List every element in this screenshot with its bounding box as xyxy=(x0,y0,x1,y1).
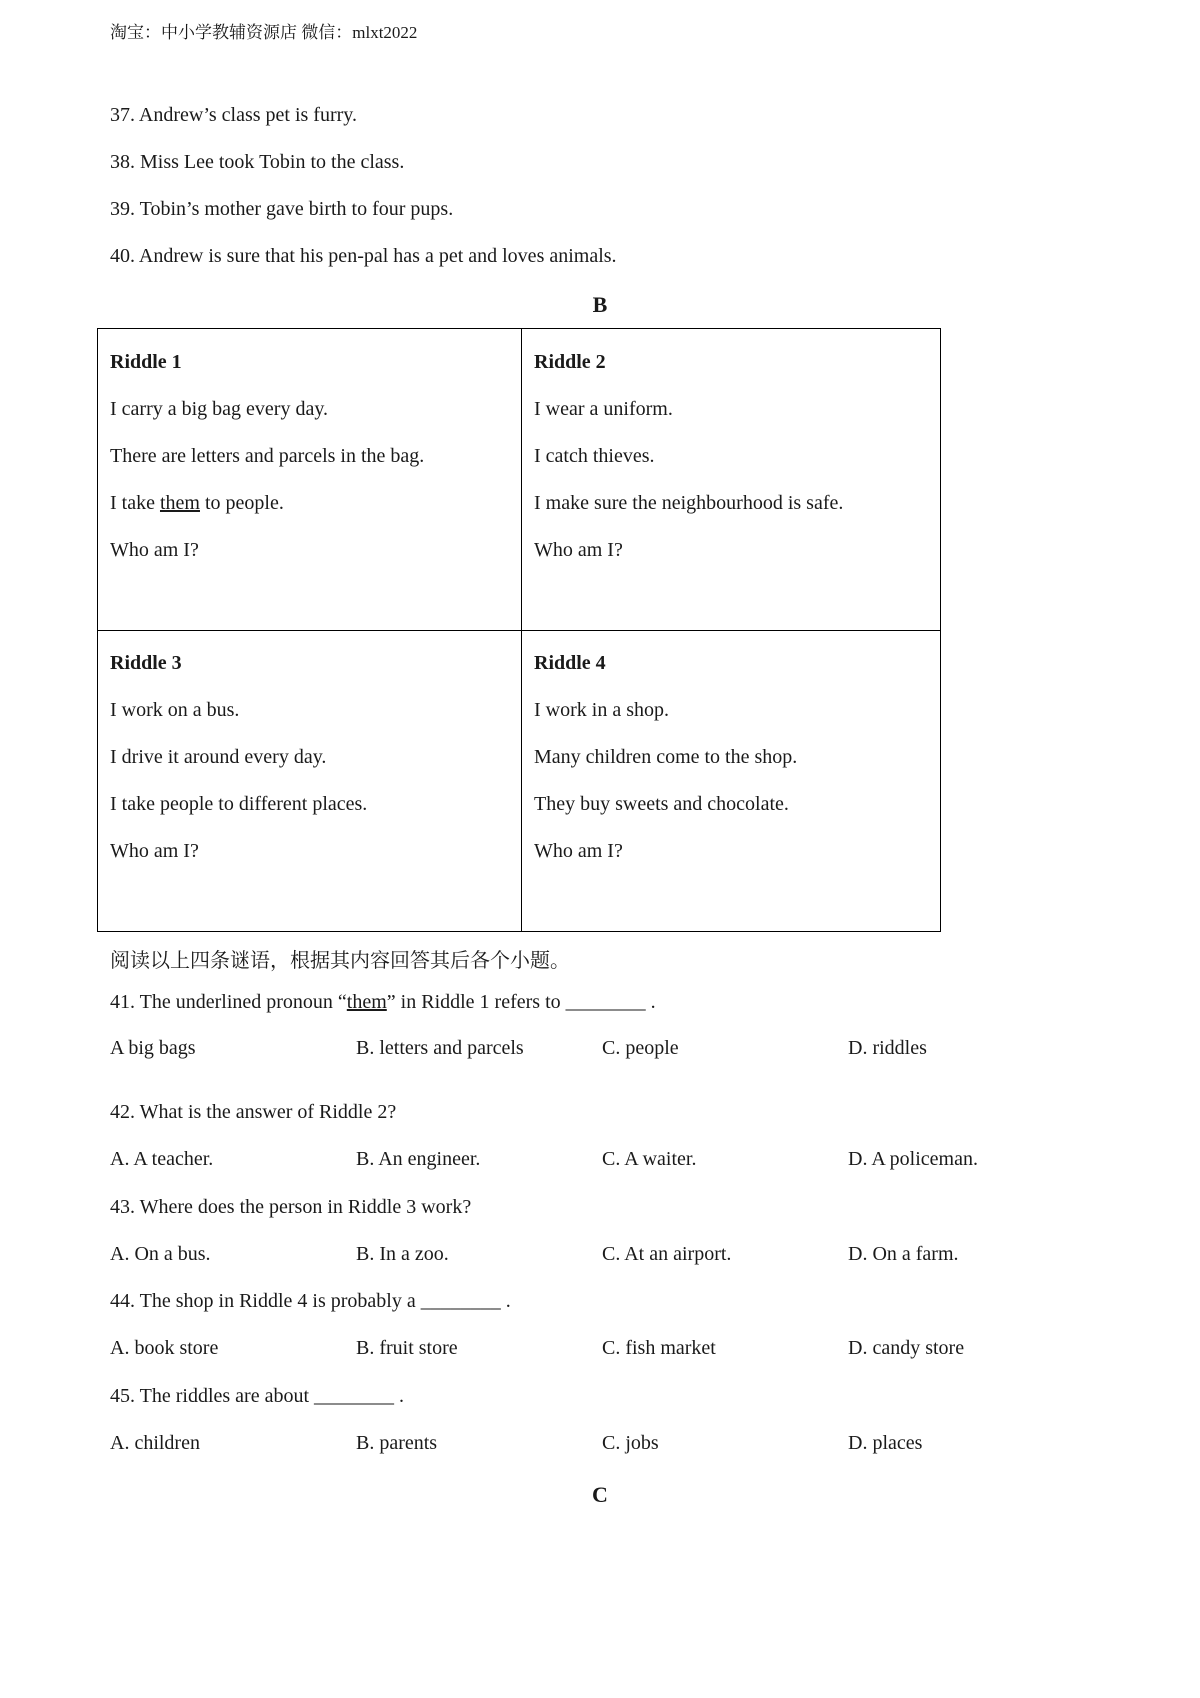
question-41-underlined: them xyxy=(346,991,387,1013)
q41-option-d: D. riddles xyxy=(848,1037,927,1059)
statement-39: 39. Tobin’s mother gave birth to four pups. xyxy=(110,198,454,220)
question-41-start: 41. The underlined pronoun “ xyxy=(110,991,347,1013)
statement-37: 37. Andrew’s class pet is furry. xyxy=(110,104,357,126)
q43-option-b: B. In a zoo. xyxy=(356,1243,449,1265)
statement-40: 40. Andrew is sure that his pen-pal has a pet and loves animals. xyxy=(110,245,617,267)
riddle-2-line-1: I wear a uniform. xyxy=(534,398,673,420)
q44-option-a: A. book store xyxy=(110,1337,219,1359)
question-41 xyxy=(110,991,656,1014)
riddle-3-line-2: I drive it around every day. xyxy=(110,746,327,768)
q42-option-b: B. An engineer. xyxy=(356,1148,481,1170)
riddle-1-line-2: There are letters and parcels in the bag. xyxy=(110,445,425,467)
q45-option-a: A. children xyxy=(110,1432,200,1454)
q44-option-d: D. candy store xyxy=(848,1337,965,1359)
riddle-1-line-3 xyxy=(110,492,284,515)
q42-option-c: C. A waiter. xyxy=(602,1148,697,1170)
q43-option-c: C. At an airport. xyxy=(602,1243,732,1265)
riddle-4-line-1: I work in a shop. xyxy=(534,699,669,721)
q41-option-a: A big bags xyxy=(110,1037,196,1059)
underlined-pronoun: them xyxy=(159,492,200,514)
q41-option-b: B. letters and parcels xyxy=(356,1037,524,1059)
section-c-heading: C xyxy=(592,1482,608,1507)
riddle-1-line-1: I carry a big bag every day. xyxy=(110,398,329,420)
riddle-3-line-3: I take people to different places. xyxy=(110,793,368,815)
riddle-4-question: Who am I? xyxy=(534,840,623,862)
question-43: 43. Where does the person in Riddle 3 work? xyxy=(110,1196,472,1218)
q45-option-b: B. parents xyxy=(356,1432,438,1454)
riddle-3-question: Who am I? xyxy=(110,840,199,862)
riddle-4-line-2: Many children come to the shop. xyxy=(534,746,798,768)
statement-38: 38. Miss Lee took Tobin to the class. xyxy=(110,151,405,173)
q42-option-a: A. A teacher. xyxy=(110,1148,214,1170)
q44-option-c: C. fish market xyxy=(602,1337,716,1359)
page-header: 淘宝：中小学教辅资源店 微信：mlxt2022 xyxy=(110,23,418,42)
q43-option-a: A. On a bus. xyxy=(110,1243,211,1265)
q45-option-d: D. places xyxy=(848,1432,923,1454)
question-42: 42. What is the answer of Riddle 2? xyxy=(110,1101,397,1123)
q42-option-d: D. A policeman. xyxy=(848,1148,978,1170)
riddle-1-line-3-start: I take xyxy=(110,492,160,514)
riddle-2-line-2: I catch thieves. xyxy=(534,445,655,467)
riddle-1-question: Who am I? xyxy=(110,539,199,561)
q43-option-d: D. On a farm. xyxy=(848,1243,959,1265)
riddle-4-title: Riddle 4 xyxy=(534,652,606,674)
riddle-2-line-3: I make sure the neighbourhood is safe. xyxy=(534,492,844,514)
riddle-4-line-3: They buy sweets and chocolate. xyxy=(534,793,789,815)
question-44: 44. The shop in Riddle 4 is probably a ________ . xyxy=(110,1290,511,1312)
table-divider-horizontal xyxy=(98,630,940,631)
riddle-3-line-1: I work on a bus. xyxy=(110,699,240,721)
question-41-end: ” in Riddle 1 refers to ________ . xyxy=(386,991,656,1013)
question-45: 45. The riddles are about ________ . xyxy=(110,1385,405,1407)
q41-option-c: C. people xyxy=(602,1037,679,1059)
riddle-2-question: Who am I? xyxy=(534,539,623,561)
riddle-2-title: Riddle 2 xyxy=(534,351,606,373)
q44-option-b: B. fruit store xyxy=(356,1337,458,1359)
instruction-text: 阅读以上四条谜语，根据其内容回答其后各个小题。 xyxy=(110,950,570,972)
riddle-3-title: Riddle 3 xyxy=(110,652,182,674)
section-b-heading: B xyxy=(592,292,608,317)
riddle-table xyxy=(97,328,941,932)
riddle-1-title: Riddle 1 xyxy=(110,351,182,373)
riddle-1-line-3-end: to people. xyxy=(199,492,284,514)
q45-option-c: C. jobs xyxy=(602,1432,659,1454)
